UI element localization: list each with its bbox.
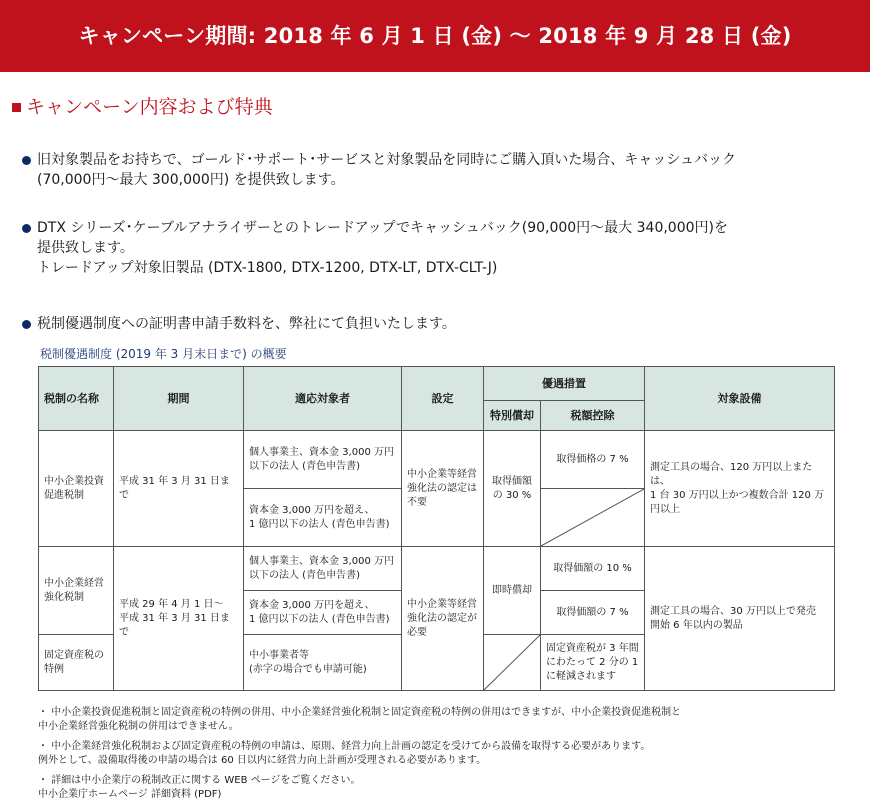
bullet-dot-icon — [22, 156, 31, 165]
cell-tax-name — [39, 635, 114, 691]
square-bullet-icon — [12, 103, 21, 112]
bullet-line: 税制優遇制度への証明書申請手数料を、弊社にて負担いたします。 — [37, 316, 456, 332]
footnote-line: ・ 中小企業投資促進税制と固定資産税の特例の併用、中小企業経営強化税制と固定資産税の特例の併用はできますが、中小企業投資促進税制と — [38, 707, 682, 718]
campaign-period-banner — [0, 0, 870, 72]
cell-line: 個人事業主、資本金 3,000 万円 — [249, 446, 394, 458]
cell-line: (赤字の場合でも申請可能) — [249, 663, 367, 675]
bullet-line: (70,000円～最大 300,000円) を提供致します。 — [37, 172, 345, 188]
empty-diagonal-cell — [484, 635, 541, 691]
cell-line: 取得価額 — [492, 475, 532, 487]
cell-line: 個人事業主、資本金 3,000 万円 — [249, 555, 394, 567]
cell-line: 資本金 3,000 万円を超え、 — [249, 504, 375, 516]
header-period: 期間 — [114, 367, 244, 431]
cell-line: 促進税制 — [44, 489, 84, 501]
header-special-depreciation: 特別償却 — [484, 401, 541, 431]
cell-tax-credit — [541, 635, 645, 691]
cell-period: 平成 31 年 3 月 31 日まで — [114, 431, 244, 547]
cell-setting — [402, 547, 484, 691]
bullet-line: トレードアップ対象旧製品 (DTX-1800, DTX-1200, DTX-LT, DTX-CLT-J) — [37, 260, 498, 276]
footnote-line: ・ 詳細は中小企業庁の税制改正に関する WEB ページをご覧ください。 — [38, 775, 361, 786]
cell-eligible — [244, 431, 402, 489]
cell-setting — [402, 431, 484, 547]
cell-special-depreciation — [484, 431, 541, 547]
cell-line: 中小企業投資 — [44, 475, 104, 487]
cell-line: の 30 % — [492, 489, 532, 501]
cell-line: 平成 31 年 3 月 31 日まで — [119, 612, 230, 638]
cell-line: 中小企業等経営 — [407, 598, 477, 610]
cell-line: 強化法の認定は — [407, 482, 477, 494]
header-tax-credit: 税額控除 — [541, 401, 645, 431]
cell-line: 強化税制 — [44, 591, 84, 603]
cell-line: 強化法の認定が — [407, 612, 477, 624]
cell-tax-name — [39, 547, 114, 635]
cell-eligible — [244, 547, 402, 591]
tax-incentive-table — [38, 366, 835, 691]
cell-line: 必要 — [407, 626, 427, 638]
diagonal-line — [484, 635, 540, 690]
footnotes — [38, 706, 681, 802]
cell-tax-credit: 取得価額の 7 % — [541, 591, 645, 635]
cell-line: 1 億円以下の法人 (青色申告書) — [249, 613, 390, 625]
cell-equipment — [645, 431, 835, 547]
cell-tax-name — [39, 431, 114, 547]
cell-line: 測定工具の場合、30 万円以上で発売 — [650, 605, 816, 617]
empty-diagonal-cell — [541, 489, 645, 547]
cell-line: 以下の法人 (青色申告書) — [249, 569, 360, 581]
header-tax-name: 税制の名称 — [39, 367, 114, 431]
footnote-line: 例外として、設備取得後の申請の場合は 60 日以内に経営力向上計画が受理される必要があります。 — [38, 755, 487, 766]
cell-tax-credit: 取得価格の 7 % — [541, 431, 645, 489]
bullet-line: DTX シリーズ･ケーブルアナライザーとのトレードアップでキャッシュバック(90,000円～最大 340,000円)を — [37, 220, 728, 236]
cell-line: に軽減されます — [546, 670, 616, 682]
cell-line: 特例 — [44, 663, 64, 675]
section-title: キャンペーン内容および特典 — [26, 96, 273, 118]
bullet-dot-icon — [22, 320, 31, 329]
footnote-line: 中小企業経営強化税制の併用はできません。 — [38, 721, 239, 732]
cell-line: 測定工具の場合、120 万円以上または、 — [650, 461, 813, 487]
cell-line: 不要 — [407, 496, 427, 508]
diagonal-line — [541, 489, 644, 546]
cell-line: 中小企業経営 — [44, 577, 104, 589]
footnote-line: 中小企業庁ホームページ 詳細資料 (PDF) — [38, 789, 222, 800]
cell-special-depreciation: 即時償却 — [484, 547, 541, 635]
cell-line: 中小事業者等 — [249, 649, 309, 661]
table-caption: 税制優遇制度 (2019 年 3 月末日まで) の概要 — [40, 347, 287, 361]
campaign-period-text: キャンペーン期間: 2018 年 6 月 1 日 (金) ～ 2018 年 9 月 28 日 (金) — [78, 24, 792, 48]
cell-tax-credit: 取得価額の 10 % — [541, 547, 645, 591]
cell-eligible — [244, 591, 402, 635]
cell-line: 中小企業等経営 — [407, 468, 477, 480]
cell-line: 円以上 — [650, 503, 680, 515]
cell-line: 以下の法人 (青色申告書) — [249, 460, 360, 472]
header-measures: 優遇措置 — [484, 367, 645, 401]
cell-line: 1 億円以下の法人 (青色申告書) — [249, 518, 390, 530]
bullet-dot-icon — [22, 224, 31, 233]
cell-line: 資本金 3,000 万円を超え、 — [249, 599, 375, 611]
cell-period — [114, 547, 244, 691]
header-eligible: 適応対象者 — [244, 367, 402, 431]
bullet-line: 旧対象製品をお持ちで、ゴールド･サポート･サービスと対象製品を同時にご購入頂いた場合、キャッシュバック — [37, 152, 737, 168]
cell-line: にわたって 2 分の 1 — [546, 656, 639, 668]
cell-line: 平成 29 年 4 月 1 日～ — [119, 598, 224, 610]
cell-line: 1 台 30 万円以上かつ複数合計 120 万 — [650, 489, 825, 501]
cell-eligible — [244, 635, 402, 691]
cell-equipment — [645, 547, 835, 691]
cell-line: 固定資産税が 3 年間 — [546, 642, 639, 654]
footnote-line: ・ 中小企業経営強化税制および固定資産税の特例の申請は、原則、経営力向上計画の認定を受けてから設備を取得する必要があります。 — [38, 741, 651, 752]
cell-line: 固定資産税の — [44, 649, 104, 661]
cell-line: 開始 6 年以内の製品 — [650, 619, 743, 631]
bullet-line: 提供致します。 — [37, 240, 134, 256]
cell-eligible — [244, 489, 402, 547]
header-equipment: 対象設備 — [645, 367, 835, 431]
header-setting: 設定 — [402, 367, 484, 431]
